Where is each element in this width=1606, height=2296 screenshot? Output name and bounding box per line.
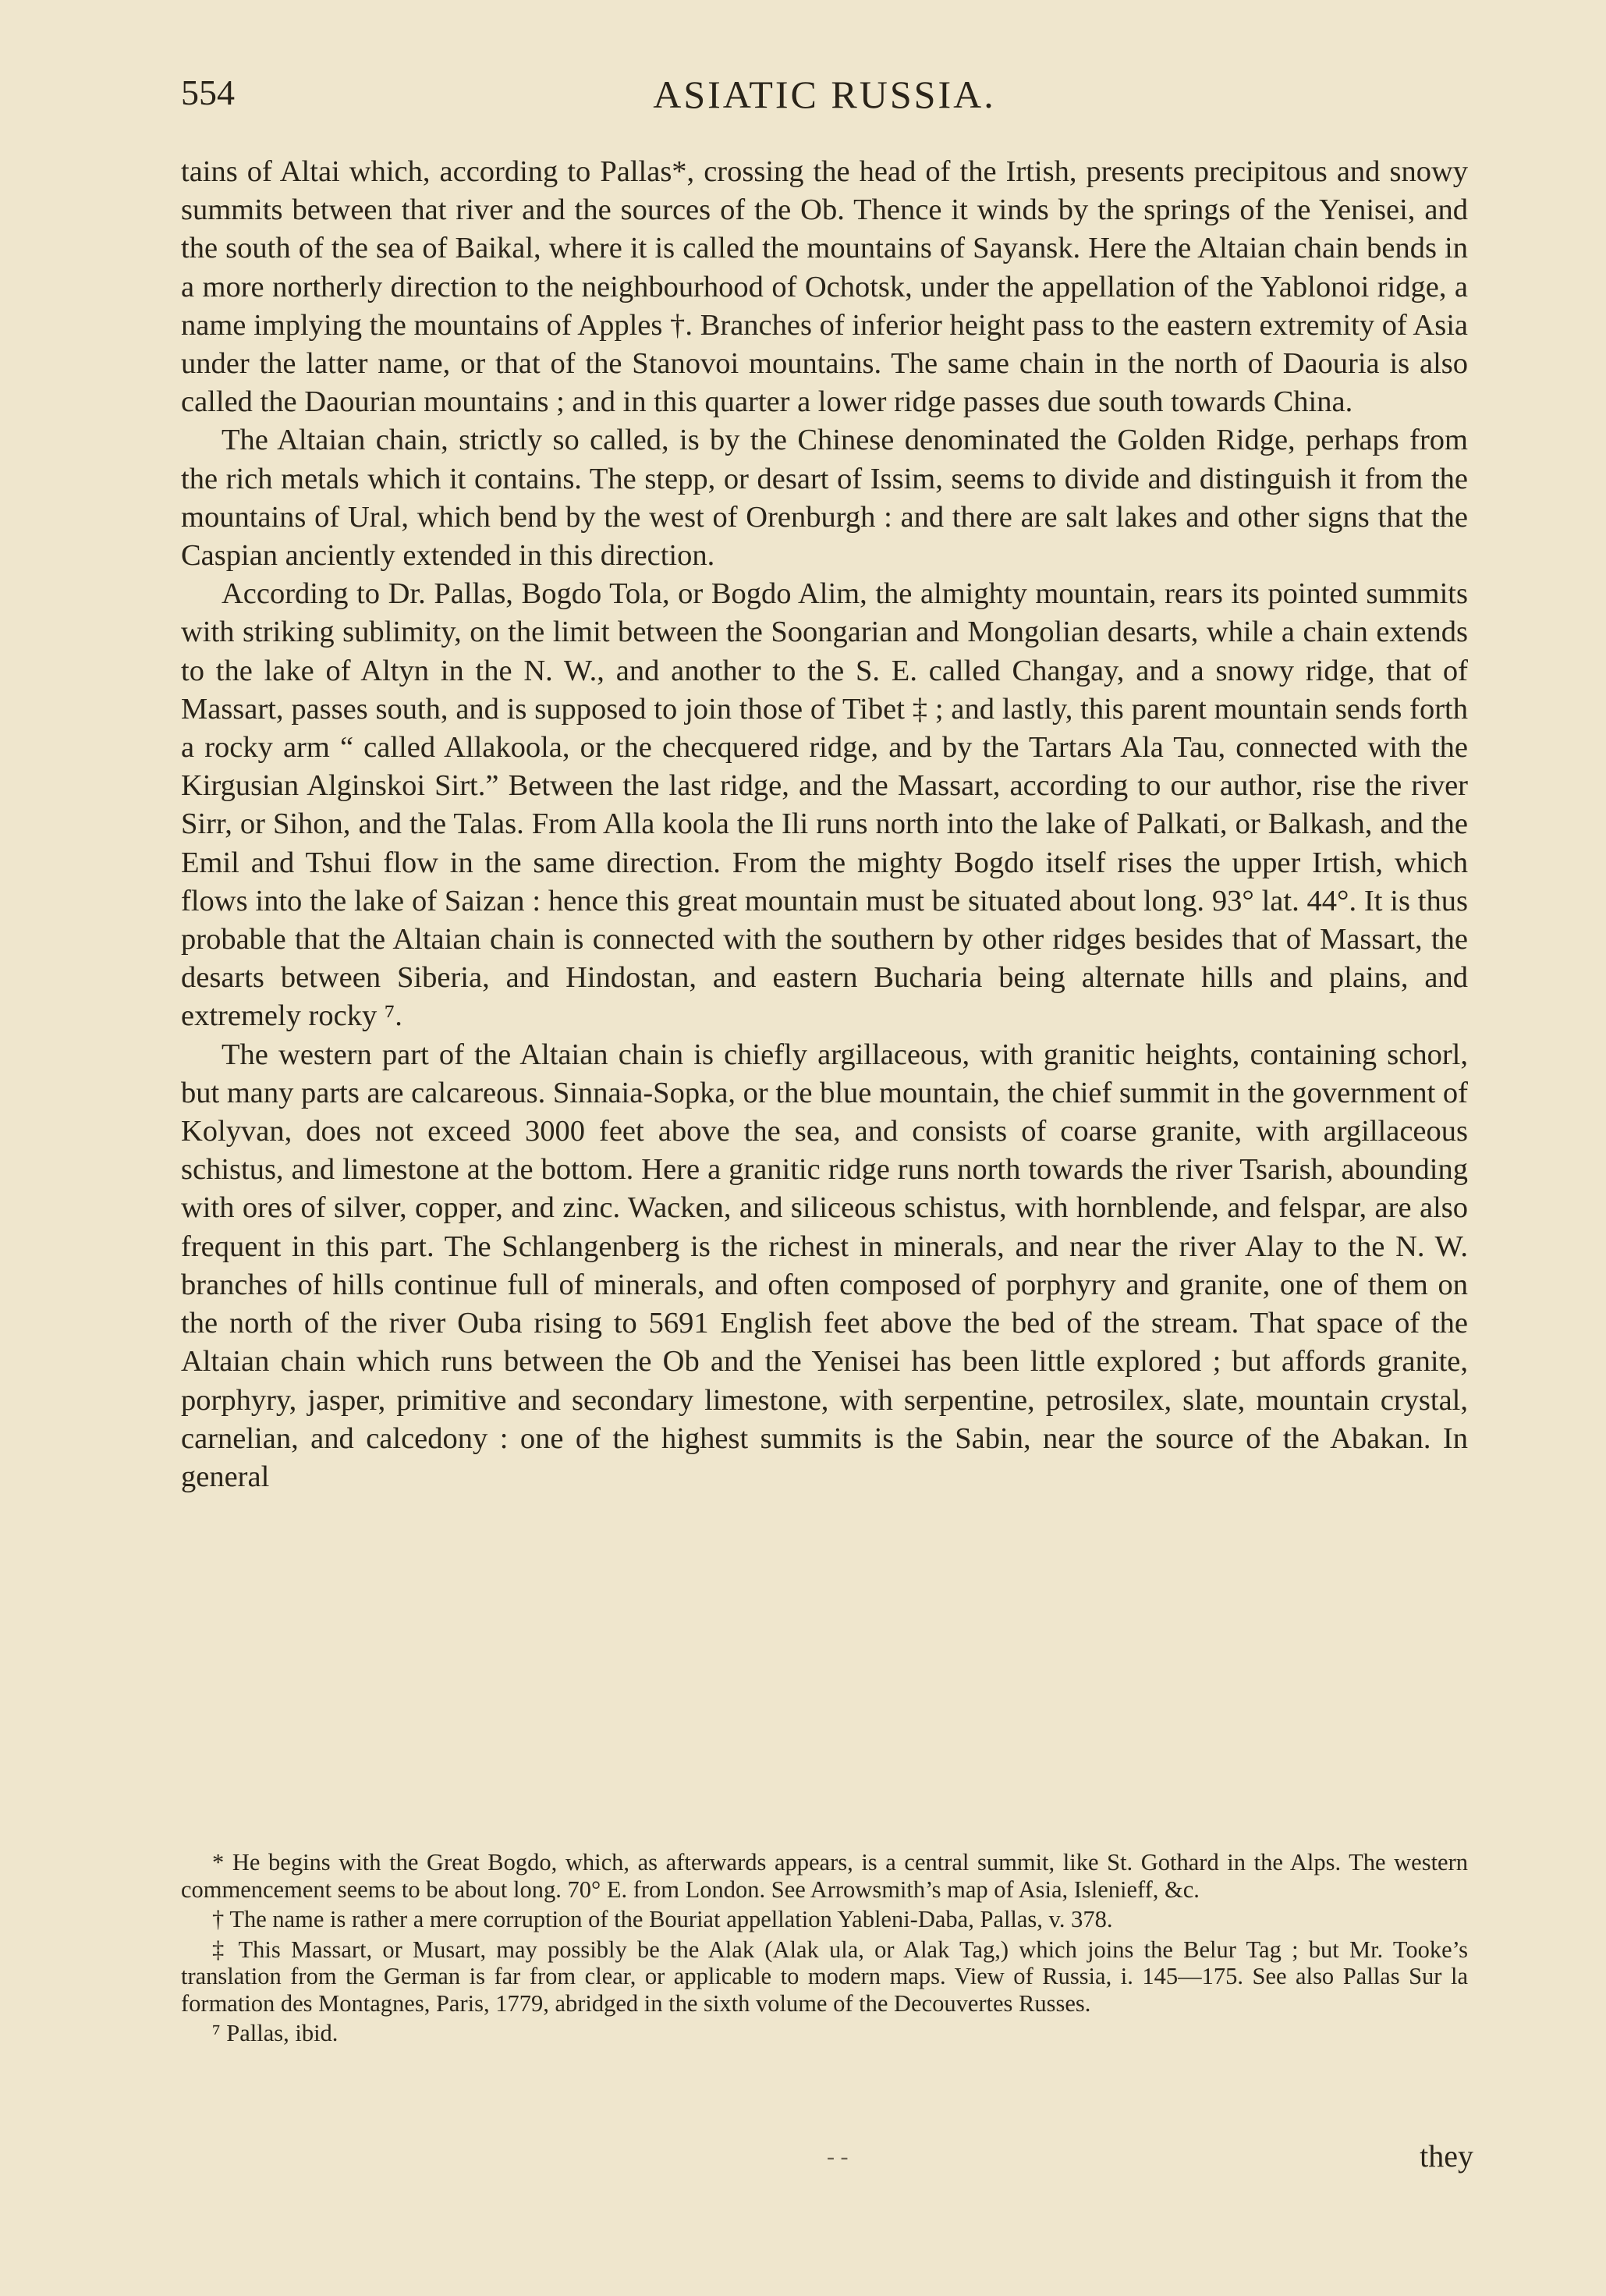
page-number: 554 xyxy=(181,73,235,112)
paragraph-4: The western part of the Altaian chain is chiefly argillaceous, with granitic heights, containing schorl, but many parts are calcareous. Sinnaia-Sopka, or the blue mountain, the chief summit in the government of Kolyvan, does not exceed 3000 feet above the sea, and consists of coarse granite, with argillaceous schistus, and limestone at the bottom. Here a granitic ridge runs north towards the river Tsarish, abounding with ores of silver, copper, and zinc. Wacken, and siliceous schistus, with hornblende, and felspar, are also frequent in this part. The Schlangenberg is the richest in minerals, and near the river Alay to the N. W. branches of hills continue full of minerals, and often composed of porphyry and granite, one of them on the north of the river Ouba rising to 5691 English feet above the bed of the stream. That space of the Altaian chain which runs between the Ob and the Yenisei has been little explored ; but affords granite, porphyry, jasper, primitive and secondary limestone, with serpentine, petrosilex, slate, mountain crystal, carnelian, and calcedony : one of the highest summits is the Sabin, near the source of the Abakan. In general xyxy=(181,1038,1468,1493)
separator-mark: - - xyxy=(827,2144,849,2170)
footnote-dagger: † The name is rather a mere corruption of the Bouriat appellation Yableni-Daba, Pallas, v. 378. xyxy=(212,1906,1113,1932)
footnote-asterisk: * He begins with the Great Bogdo, which, as afterwards appears, is a central summit, like St. Gothard in the Alps. The western commencement seems to be about long. 70° E. from London. See Arrowsmith’s map of Asia, Islenieff, &c. xyxy=(181,1849,1468,1903)
body-text xyxy=(181,153,1468,1496)
paragraph-1: tains of Altai which, according to Pallas*, crossing the head of the Irtish, presents precipitous and snowy summits between that river and the sources of the Ob. Thence it winds by the springs of the Yenisei, and the south of the sea of Baikal, where it is called the mountains of Sayansk. Here the Altaian chain bends in a more northerly direction to the neighbourhood of Ochotsk, under the appellation of the Yablonoi ridge, a name implying the mountains of Apples †. Branches of inferior height pass to the eastern extremity of Asia under the latter name, or that of the Stanovoi mountains. The same chain in the north of Daouria is also called the Daourian mountains ; and in this quarter a lower ridge passes due south towards China. xyxy=(181,155,1468,419)
footnote-7: ⁷ Pallas, ibid. xyxy=(212,2020,339,2046)
paragraph-3: According to Dr. Pallas, Bogdo Tola, or Bogdo Alim, the almighty mountain, rears its pointed summits with striking sublimity, on the limit between the Soongarian and Mongolian desarts, while a chain extends to the lake of Altyn in the N. W., and another to the S. E. called Changay, and a snowy ridge, that of Massart, passes south, and is supposed to join those of Tibet ‡ ; and lastly, this parent mountain sends forth a rocky arm “ called Allakoola, or the checquered ridge, and by the Tartars Ala Tau, connected with the Kirgusian Alginskoi Sirt.” Between the last ridge, and the Massart, according to our author, rise the river Sirr, or Sihon, and the Talas. From Alla koola the Ili runs north into the lake of Palkati, or Balkash, and the Emil and Tshui flow in the same direction. From the mighty Bogdo itself rises the upper Irtish, which flows into the lake of Saizan : hence this great mountain must be situated about long. 93° lat. 44°. It is thus probable that the Altaian chain is connected with the southern by other ridges besides that of Massart, the desarts between Siberia, and Hindostan, and eastern Bucharia being alternate hills and plains, and extremely rocky ⁷. xyxy=(181,577,1468,1033)
page-header xyxy=(181,72,1468,126)
footnote-double-dagger: ‡ This Massart, or Musart, may possibly be the Alak (Alak ula, or Alak Tag,) which joins the Belur Tag ; but Mr. Tooke’s translation from the German is far from clear, or applicable to modern maps. View of Russia, i. 145—175. See also Pallas Sur la formation des Montagnes, Paris, 1779, abridged in the sixth volume of the Decouvertes Russes. xyxy=(181,1936,1468,2017)
running-title: ASIATIC RUSSIA. xyxy=(653,73,996,116)
paragraph-2: The Altaian chain, strictly so called, is by the Chinese denominated the Golden Ridge, perhaps from the rich metals which it contains. The stepp, or desart of Issim, seems to divide and distinguish it from the mountains of Ural, which bend by the west of Orenburgh : and there are salt lakes and other signs that the Caspian anciently extended in this direction. xyxy=(181,424,1468,573)
catchword: they xyxy=(1420,2138,1473,2174)
footnotes xyxy=(181,1849,1468,2047)
